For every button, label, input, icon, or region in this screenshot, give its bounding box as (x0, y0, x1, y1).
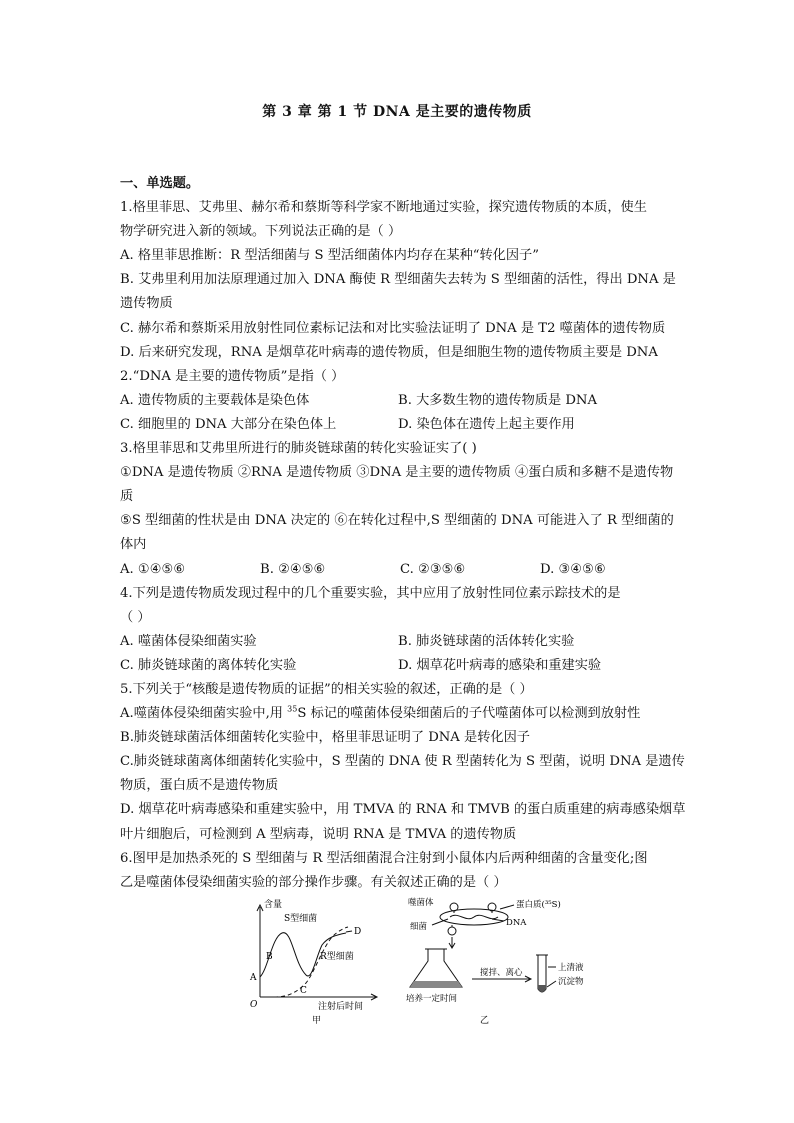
jia-s-label: S型细菌 (284, 913, 318, 924)
q2-stem: 2.“DNA 是主要的遗传物质”是指（ ） (120, 368, 345, 384)
q5-option-a-sup: 35 (287, 704, 298, 714)
q1-option-b-line-1: B. 艾弗里利用加法原理通过加入 DNA 酶使 R 型细菌失去转为 S 型细菌的活性，得出 DNA 是 (120, 272, 676, 288)
q6-figures (120, 895, 680, 1035)
q5-option-a-pre: A.噬菌体侵染细菌实验中,用 (120, 706, 288, 722)
q3-stem: 3.格里菲思和艾弗里所进行的肺炎链球菌的转化实验证实了( ) (120, 441, 477, 457)
q3-option-b: B. ②④⑤⑥ (260, 561, 326, 577)
q5-option-c-line-2: 物质，蛋白质不是遗传物质 (120, 778, 279, 794)
yi-dna-strand (450, 915, 498, 918)
q6-stem-line-2: 乙是噬菌体侵染细菌实验的部分操作步骤。有关叙述正确的是（ ） (120, 874, 507, 890)
jia-point-a: A (250, 972, 257, 983)
jia-x-label: 注射后时间 (318, 1001, 364, 1012)
yi-culture-medium (410, 981, 462, 987)
q1-option-c: C. 赫尔希和蔡斯采用放射性同位素标记法和对比实验法证明了 DNA 是 T2 噬菌体的遗传物质 (120, 320, 666, 336)
yi-sediment-pointer (547, 981, 556, 987)
yi-protein-label: 蛋白质(³⁵S) (516, 899, 561, 910)
yi-dna-pointer (492, 919, 504, 921)
yi-phage-head-1 (450, 903, 458, 911)
q2-option-a: A. 遗传物质的主要载体是染色体 (120, 392, 310, 408)
q5-option-d-line-1: D. 烟草花叶病毒感染和重建实验中，用 TMVA 的 RNA 和 TMVB 的蛋白质重建的病毒感染烟草 (120, 802, 686, 818)
q3-option-d: D. ③④⑤⑥ (540, 561, 606, 577)
yi-sediment-label: 沉淀物 (558, 976, 584, 987)
jia-origin: O (250, 999, 258, 1010)
jia-d-pointer (346, 931, 352, 932)
yi-stir-label: 搅拌、离心 (480, 967, 523, 978)
page-title: 第 3 章 第 1 节 DNA 是主要的遗传物质 (262, 104, 532, 120)
q5-option-b: B.肺炎链球菌活体细菌转化实验中，格里菲思证明了 DNA 是转化因子 (120, 730, 530, 746)
q4-stem-line-2: （ ） (120, 609, 151, 625)
yi-phage-label: 噬菌体 (408, 897, 434, 908)
section-heading: 一、单选题。 (120, 176, 200, 191)
q4-option-c: C. 肺炎链球菌的离体转化实验 (120, 657, 297, 673)
yi-bacteria-label: 细菌 (410, 921, 428, 932)
yi-supernatant-label: 上清液 (558, 962, 584, 973)
jia-point-b: B (266, 951, 273, 962)
yi-caption: 乙 (480, 1015, 490, 1025)
q2-option-b: B. 大多数生物的遗传物质是 DNA (398, 392, 597, 408)
q1-option-a: A. 格里菲思推断：R 型活细菌与 S 型活细菌体内均存在某种“转化因子” (120, 248, 539, 264)
yi-protein-pointer (500, 905, 514, 909)
yi-phage-head-3 (448, 927, 456, 935)
q3-options-row (120, 558, 680, 582)
q3-statement-line-2: 质 (120, 489, 134, 505)
q4-option-d: D. 烟草花叶病毒的感染和重建实验 (398, 657, 602, 673)
yi-dna-label: DNA (506, 917, 527, 928)
yi-culture-label: 培养一定时间 (406, 993, 458, 1004)
jia-s-curve (274, 927, 348, 997)
q5-option-a (120, 702, 680, 726)
q2-options-row-1 (120, 389, 680, 413)
q1-option-b-line-2: 遗传物质 (120, 296, 173, 312)
q5-option-d-line-2: 叶片细胞后，可检测到 A 型病毒，说明 RNA 是 TMVA 的遗传物质 (120, 826, 517, 842)
q3-option-a: A. ①④⑤⑥ (120, 561, 186, 577)
q1-stem-line-1: 1.格里菲思、艾弗里、赫尔希和蔡斯等科学家不断地通过实验，探究遗传物质的本质，使生 (120, 200, 647, 216)
q4-options-row-2 (120, 654, 680, 678)
q4-stem-line-1: 4.下列是遗传物质发现过程中的几个重要实验，其中应用了放射性同位素示踪技术的是 (120, 585, 621, 601)
jia-y-label: 含量 (264, 899, 283, 910)
q5-option-a-post: S 标记的噬菌体侵染细菌后的子代噬菌体可以检测到放射性 (297, 706, 641, 722)
q3-statement-line-3: ⑤S 型细菌的性状是由 DNA 决定的 ⑥在转化过程中,S 型细菌的 DNA 可能进入了 R 型细菌的 (120, 513, 674, 529)
q2-option-d: D. 染色体在遗传上起主要作用 (398, 416, 575, 432)
q1-stem-line-2: 物学研究进入新的领域。下列说法正确的是（ ） (120, 224, 402, 240)
figure-jia (248, 897, 408, 1025)
q2-option-c: C. 细胞里的 DNA 大部分在染色体上 (120, 416, 337, 432)
q5-stem: 5.下列关于“核酸是遗传物质的证据”的相关实验的叙述，正确的是（ ） (120, 681, 533, 697)
q3-statement-line-4: 体内 (120, 537, 147, 553)
q4-option-b: B. 肺炎链球菌的活体转化实验 (398, 633, 575, 649)
figure-yi (388, 897, 588, 1025)
jia-r-label: R型细菌 (320, 951, 354, 962)
q3-statement-line-1: ①DNA 是遗传物质 ②RNA 是遗传物质 ③DNA 是主要的遗传物质 ④蛋白质和多糖不是遗传物 (120, 465, 674, 481)
q2-options-row-2 (120, 413, 680, 437)
q4-option-a: A. 噬菌体侵染细菌实验 (120, 633, 257, 649)
jia-point-d: D (354, 926, 362, 937)
q5-option-c-line-1: C.肺炎链球菌离体细菌转化实验中，S 型菌的 DNA 使 R 型菌转化为 S 型菌，说明 DNA 是遗传 (120, 754, 685, 770)
yi-bacteria-pointer (432, 919, 448, 925)
question-list (120, 172, 686, 1035)
q4-options-row-1 (120, 630, 680, 654)
q3-option-c: C. ②③⑤⑥ (400, 561, 466, 577)
jia-caption: 甲 (312, 1015, 322, 1025)
jia-point-c: C (300, 985, 307, 996)
q6-stem-line-1: 6.图甲是加热杀死的 S 型细菌与 R 型活细菌混合注射到小鼠体内后两种细菌的含量变化;图 (120, 850, 648, 866)
q1-option-d: D. 后来研究发现，RNA 是烟草花叶病毒的遗传物质，但是细胞生物的遗传物质主要是 DNA (120, 344, 658, 360)
